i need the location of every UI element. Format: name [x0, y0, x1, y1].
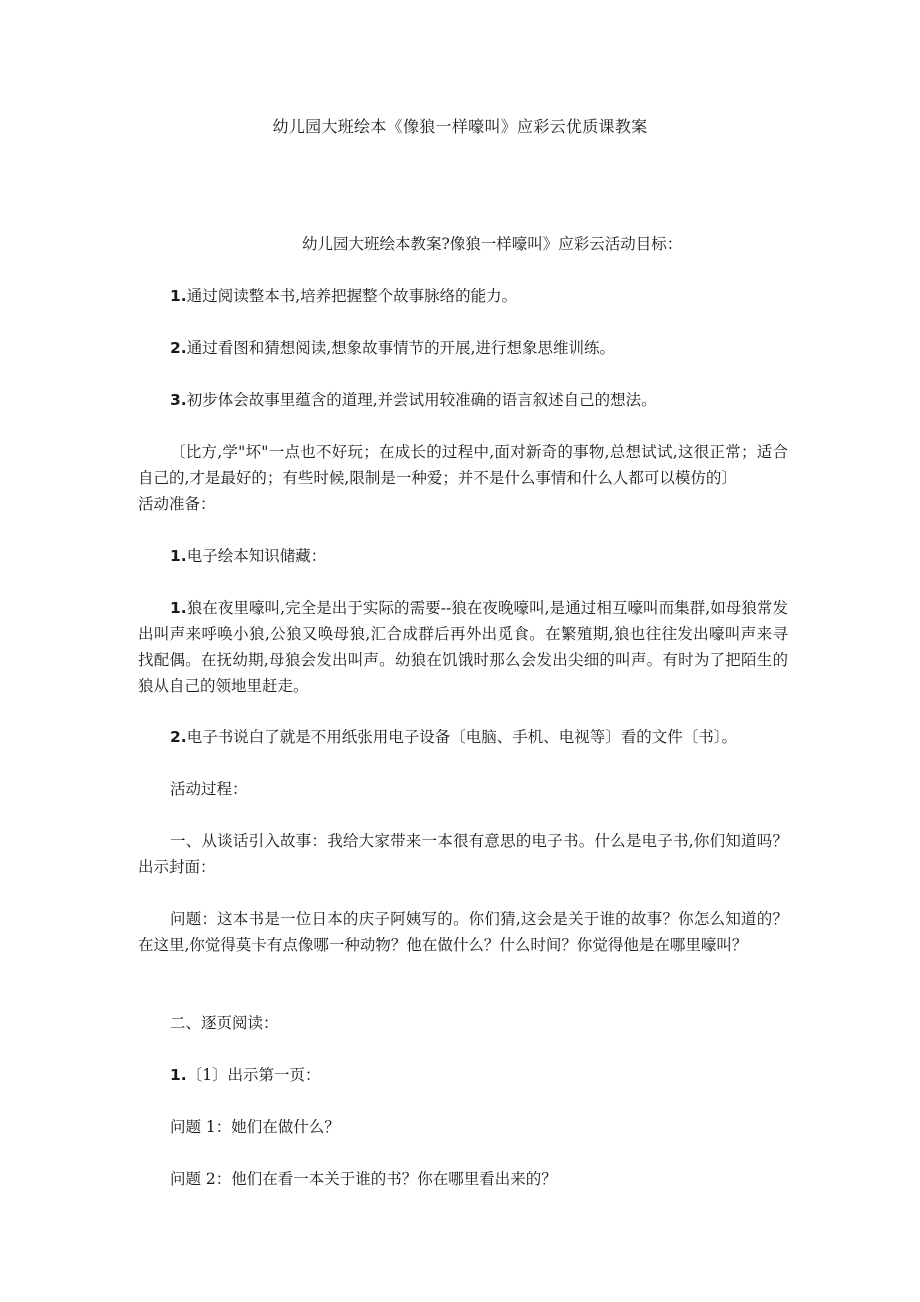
document-title: 幼儿园大班绘本《像狼一样嚎叫》应彩云优质课教案 [272, 117, 648, 136]
section-one-paragraph: 一、从谈话引入故事：我给大家带来一本很有意思的电子书。什么是电子书,你们知道吗？出示封面： [138, 832, 788, 876]
ebook-definition: 2.电子书说白了就是不用纸张用电子设备〔电脑、手机、电视等〕看的文件〔书〕。 [170, 728, 737, 746]
example-paragraph: 〔比方,学"坏"一点也不好玩；在成长的过程中,面对新奇的事物,总想试试,这很正常；适合自己的,才是最好的；有些时候,限制是一种爱；并不是什么事情和什么人都可以模仿的〕 活动准备： [138, 439, 788, 517]
question-paragraph: 问题：这本书是一位日本的庆子阿姨写的。你们猜,这会是关于谁的故事？你怎么知道的？在这里,你觉得莫卡有点像哪一种动物？他在做什么？什么时间？你觉得他是在哪里嚎叫？ [138, 910, 788, 954]
goal-item-1: 1.通过阅读整本书,培养把握整个故事脉络的能力。 [170, 287, 518, 305]
question-1: 问题 1：她们在做什么？ [170, 1118, 340, 1136]
question-2: 问题 2：他们在看一本关于谁的书？你在哪里看出来的？ [170, 1170, 557, 1188]
preparation-heading: 活动准备： [138, 495, 216, 513]
goal-item-3: 3.初步体会故事里蕴含的道理,并尝试用较准确的语言叙述自己的想法。 [170, 391, 657, 409]
goal-item-2: 2.通过看图和猜想阅读,想象故事情节的开展,进行想象思维训练。 [170, 339, 616, 357]
wolf-howl-paragraph: 1.狼在夜里嚎叫,完全是出于实际的需要--狼在夜晚嚎叫,是通过相互嚎叫而集群,如母狼常发出叫声来呼唤小狼,公狼又唤母狼,汇合成群后再外出觅食。在繁殖期,狼也往往发出嚎叫声来寻找配偶。在抚幼期,母狼会发出叫声。幼狼在饥饿时那么会发出尖细的叫声。有时为了把陌生的狼从自己的领地里赶走。 [138, 599, 788, 695]
page-one-item: 1.〔1〕出示第一页： [170, 1066, 321, 1084]
section-two-heading: 二、逐页阅读： [170, 1014, 279, 1032]
prep-item-1: 1.电子绘本知识储藏： [170, 547, 327, 565]
document-subtitle: 幼儿园大班绘本教案?像狼一样嚎叫》应彩云活动目标： [302, 235, 683, 253]
process-heading: 活动过程： [170, 780, 248, 798]
